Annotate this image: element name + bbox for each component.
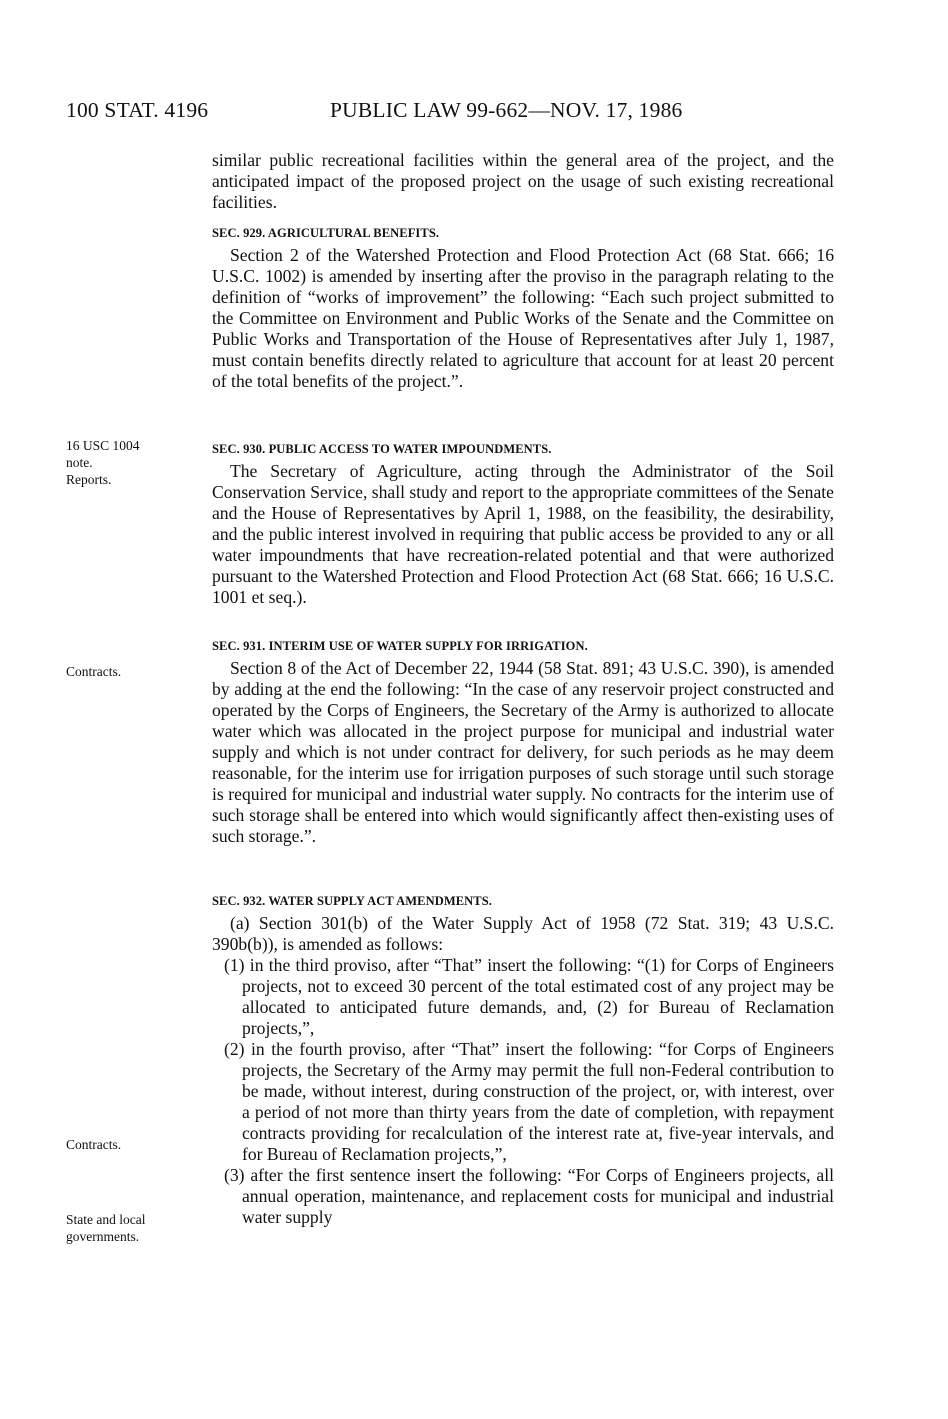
margin-note-state-local-line2: governments. [66, 1229, 140, 1244]
section-932-item-2: (2) in the fourth proviso, after “That” insert the following: “for Corps of Engineers projects, the Secretary of the Army may permit the full non-Federal contribution to be made, without interest, during construction of the project, or, with interest, over a period of not more than thirty years from the date of completion, with repayment contracts providing for recalculation of the interest rate at, five-year intervals, and for Bureau of Reclamation projects,”, [224, 1039, 834, 1164]
section-930-body [212, 461, 834, 608]
section-932-heading: SEC. 932. WATER SUPPLY ACT AMENDMENTS. [212, 894, 493, 908]
section-929-heading: SEC. 929. AGRICULTURAL BENEFITS. [212, 226, 440, 240]
intro-paragraph [212, 150, 834, 213]
margin-note-usc-line: 16 USC 1004 [66, 438, 140, 453]
margin-note-usc [66, 437, 140, 488]
section-932-body [212, 913, 834, 1228]
margin-note-state-local-line1: State and local [66, 1212, 146, 1227]
page-header [0, 98, 948, 128]
margin-note-contracts-2: Contracts. [66, 1137, 122, 1152]
margin-note-note-line: note. [66, 455, 93, 470]
section-930-text: The Secretary of Agriculture, acting through the Administrator of the Soil Conservation Service, shall study and report to the appropriate committees of the Senate and the House of Representatives by April 1, 1988, on the feasibility, the desirability, and the public interest involved in requiring that public access be provided to any or all water impoundments that have recreation-related potential and that were authorized pursuant to the Watershed Protection and Flood Protection Act (68 Stat. 666; 16 U.S.C. 1001 et seq.). [212, 461, 834, 607]
section-932-item-1: (1) in the third proviso, after “That” insert the following: “(1) for Corps of Engineers projects, not to exceed 30 percent of the total estimated cost of any project may be allocated to anticipated future demands, and, (2) for Bureau of Reclamation projects,”, [224, 955, 834, 1038]
section-930-heading: SEC. 930. PUBLIC ACCESS TO WATER IMPOUNDMENTS. [212, 442, 552, 456]
section-931-body [212, 658, 834, 847]
section-932-a: (a) Section 301(b) of the Water Supply Act of 1958 (72 Stat. 319; 43 U.S.C. 390b(b)), is amended as follows: [212, 913, 834, 954]
section-929-text: Section 2 of the Watershed Protection and Flood Protection Act (68 Stat. 666; 16 U.S.C. 1002) is amended by inserting after the proviso in the paragraph relating to the definition of “works of improvement” the following: “Each such project submitted to the Committee on Environment and Public Works of the Senate and the Committee on Public Works and Transportation of the House of Representatives after July 1, 1987, must contain benefits directly related to agriculture that account for at least 20 percent of the total benefits of the project.”. [212, 245, 834, 391]
margin-note-reports: Reports. [66, 472, 112, 487]
section-929-body [212, 245, 834, 392]
intro-text: similar public recreational facilities within the general area of the project, and the anticipated impact of the proposed project on the usage of such existing recreational facilities. [212, 150, 834, 212]
section-931-text: Section 8 of the Act of December 22, 1944 (58 Stat. 891; 43 U.S.C. 390), is amended by adding at the end the following: “In the case of any reservoir project constructed and operated by the Corps of Engineers, the Secretary of the Army is authorized to allocate water which was allocated in the project purpose for municipal and industrial water supply and which is not under contract for delivery, for such periods as he may deem reasonable, for the interim use for irrigation purposes of such storage until such storage is required for municipal and industrial water supply. No contracts for the interim use of such storage shall be entered into which would significantly affect then-existing uses of such storage.”. [212, 658, 834, 846]
section-931-heading: SEC. 931. INTERIM USE OF WATER SUPPLY FOR IRRIGATION. [212, 639, 588, 653]
section-931 [212, 638, 834, 654]
section-930 [212, 441, 834, 457]
section-932 [212, 893, 834, 909]
section-929 [212, 225, 834, 241]
margin-note-contracts-1: Contracts. [66, 664, 122, 679]
stat-reference: 100 STAT. 4196 [66, 98, 209, 122]
page-title: PUBLIC LAW 99-662—NOV. 17, 1986 [330, 98, 683, 122]
margin-note-state-local [66, 1211, 145, 1245]
section-932-item-3: (3) after the first sentence insert the following: “For Corps of Engineers projects, all annual operation, maintenance, and replacement costs for municipal and industrial water supply [224, 1165, 834, 1227]
